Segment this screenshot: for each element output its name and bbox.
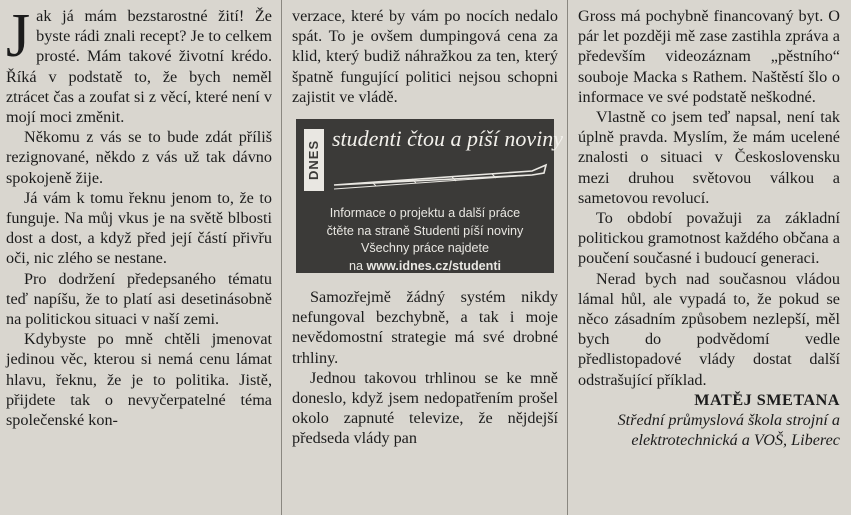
- intro-paragraph: Jak já mám bezstarostné žití! Že byste rádi znali recept? Je to celkem prosté. Mám takové životní krédo. Říká v podstatě to, že bych neměl ztrácet čas a zoufat si z věcí, které není v mojí moci změnit.: [6, 2, 272, 127]
- promo-box: [296, 119, 563, 273]
- paragraph: Jednou takovou trhlinou se ke mně doneslo, když jsem nedopatřením prošel okolo zapnuté televize, že nějdejší předseda vlády pan: [292, 368, 558, 448]
- article-column-2: [292, 6, 563, 449]
- paragraph: Kdybyste po mně chtěli jmenovat jedinou věc, kterou si nemá cenu lámat hlavu, řeknu, že je to politika. Jistě, přijdete tak o nevyčerpatelné téma společenské kon-: [6, 330, 272, 430]
- dnes-logo: DNES: [304, 129, 324, 191]
- column-divider: [567, 0, 568, 515]
- pen-icon: [332, 159, 556, 191]
- promo-link[interactable]: www.idnes.cz/studenti: [366, 258, 502, 273]
- article-column-3: [578, 6, 840, 450]
- paragraph: To období považuji za základní politickou gramotnost každého občana a poučení současné i budoucí generaci.: [578, 209, 840, 268]
- paragraph: Gross má pochybně financovaný byt. O pár let později mě zase zastihla zpráva a především videozáznam „pěstního“ souboje Macka s Rathem. Naštěstí šlo o informace ve své podstatě neškodné.: [578, 7, 840, 106]
- school-line: elektrotechnická a VOŠ, Liberec: [631, 431, 840, 450]
- drop-cap: J: [6, 2, 31, 70]
- paragraph: Já vám k tomu řeknu jenom to, že to funguje. Na můj vkus je na světě blbosti dost a dost, a když před její částí přivřu oči, nic zlého se nestane.: [6, 188, 272, 268]
- paragraph: Vlastně co jsem teď napsal, není tak úplně pravda. Myslím, že mám ucelené znalosti o situaci v Československu mezi druhou světovou válkou a sametovou revolucí.: [578, 108, 840, 207]
- paragraph: Pro dodržení předepsaného tématu teď napíšu, že to platí asi desetinásobně na politickou situaci v naší zemi.: [6, 269, 272, 329]
- article-column-1: [6, 2, 272, 430]
- paragraph: Nerad bych nad současnou vládou lámal hůl, ale vypadá to, že pokud se něco zásadním způsobem nezlepší, měl bych do podvědomí vedle předlistopadové vlády dostat další odstrašující příklad.: [578, 269, 840, 389]
- school-line: Střední průmyslová škola strojní a: [617, 411, 840, 430]
- paragraph: Samozřejmě žádný systém nikdy nefungoval bezchybně, a tak i moje nevědomostní strategie má své drobné trhliny.: [292, 288, 558, 367]
- column-divider: [281, 0, 282, 515]
- paragraph: verzace, které by vám po nocích nedalo spát. To je ovšem dumpingová cena za klid, který budiž náhražkou za ten, který špatně fungující politici nejsou schopni zajistit ve vládě.: [292, 7, 558, 106]
- promo-slogan: studenti čtou a píší noviny: [332, 126, 563, 152]
- author-name: MATĚJ SMETANA: [694, 390, 840, 409]
- promo-info: Informace o projektu a další práce čtěte na straně Studenti píší noviny Všechny práce najdete na www.idnes.cz/studenti: [326, 206, 524, 273]
- paragraph: Někomu z vás se to bude zdát příliš rezignované, někdo z vás už tak dávno spokojeně žije.: [6, 128, 272, 187]
